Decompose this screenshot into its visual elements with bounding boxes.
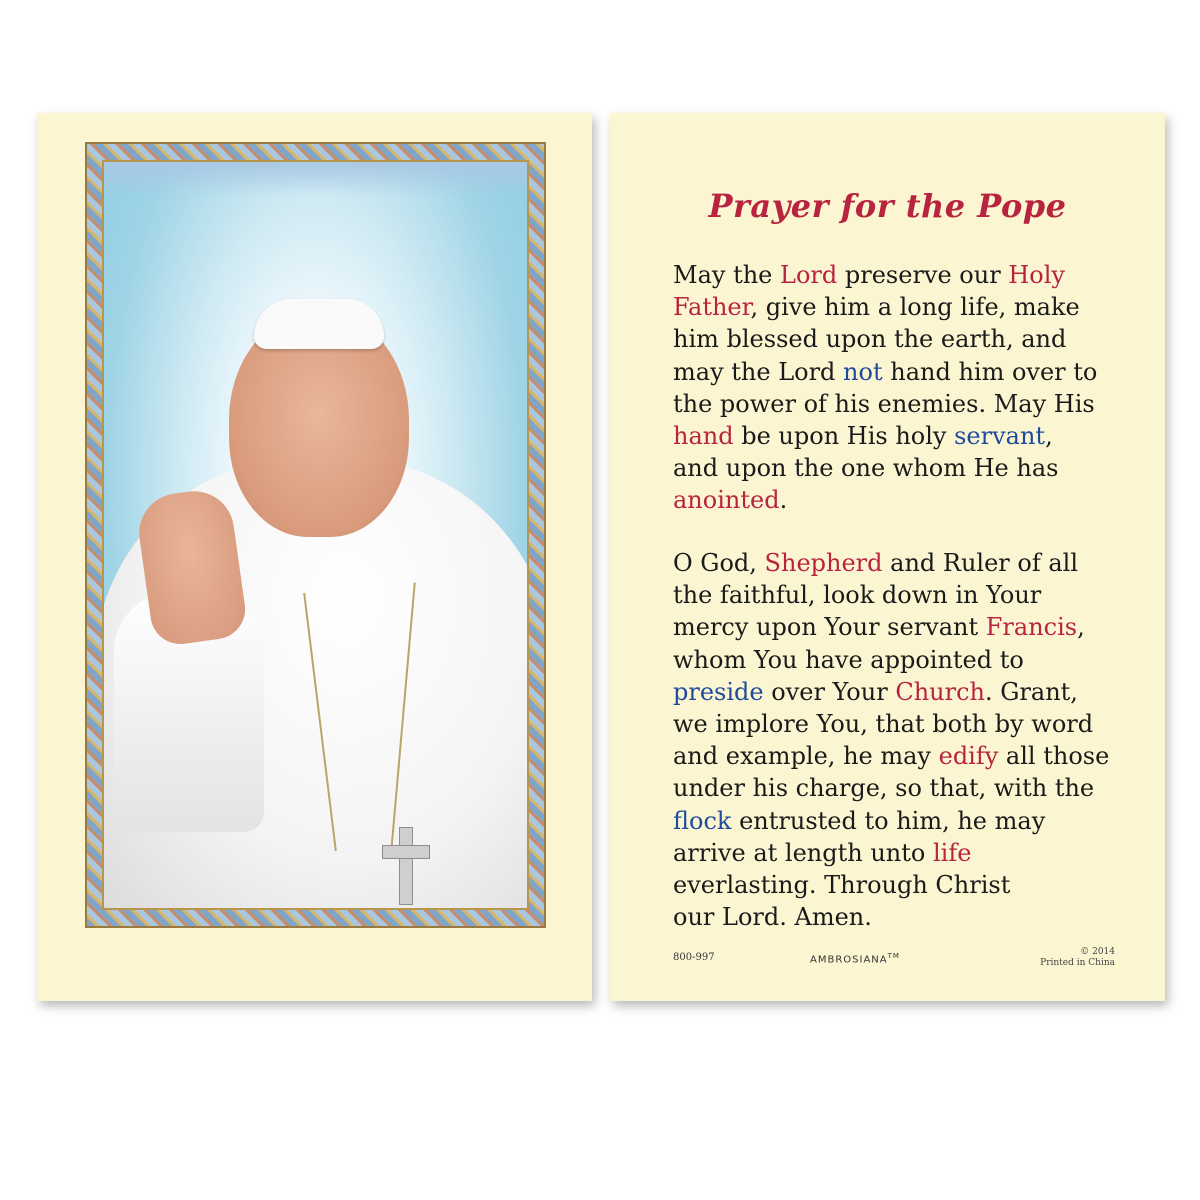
- prayer-text: May the: [673, 261, 781, 289]
- prayer-line: [673, 420, 1113, 452]
- highlighted-word: Francis: [985, 613, 1078, 642]
- prayer-text: ,: [1045, 422, 1053, 451]
- prayer-line: [673, 291, 1113, 323]
- prayer-paragraph-2: [673, 547, 1113, 933]
- prayer-line: [673, 676, 1113, 708]
- prayer-line: [673, 869, 1113, 901]
- highlighted-word: Holy: [1008, 261, 1065, 289]
- highlighted-word: servant: [954, 422, 1046, 451]
- highlighted-word: Lord: [780, 261, 838, 289]
- prayer-line: [673, 708, 1113, 740]
- prayer-text: and Ruler of all: [882, 549, 1079, 577]
- prayer-line: [673, 388, 1113, 420]
- prayer-line: [673, 484, 1113, 516]
- prayer-text: all those: [998, 742, 1110, 771]
- prayer-text: . Grant,: [984, 677, 1078, 706]
- prayer-line: [673, 323, 1113, 355]
- prayer-line: [673, 547, 1113, 579]
- prayer-title: Prayer for the Pope: [708, 187, 1067, 225]
- brand-name: [810, 952, 900, 965]
- prayer-line: [673, 837, 1113, 869]
- ornate-border-frame: [85, 142, 546, 928]
- product-code: 800-997: [673, 952, 715, 963]
- copyright-year: © 2014: [1080, 947, 1115, 957]
- prayer-text: be upon His holy: [733, 422, 955, 451]
- highlighted-word: flock: [673, 806, 732, 835]
- prayer-line: [673, 740, 1113, 772]
- prayer-text: O God,: [673, 549, 765, 577]
- prayer-text: we implore You, that both by word: [673, 710, 1094, 739]
- prayer-line: [673, 772, 1113, 804]
- trademark-mark: TM: [887, 952, 900, 960]
- prayer-card-back: [610, 113, 1165, 1001]
- highlighted-word: anointed: [673, 486, 780, 515]
- portrait-image: [102, 160, 529, 910]
- copyright-notice: [1040, 947, 1115, 969]
- prayer-text: mercy upon Your servant: [673, 613, 986, 642]
- prayer-text: our Lord. Amen.: [673, 903, 872, 932]
- prayer-text: him blessed upon the earth, and: [673, 325, 1067, 354]
- prayer-text: the faithful, look down in Your: [673, 581, 1042, 610]
- highlighted-word: Father: [673, 293, 751, 322]
- highlighted-word: Church: [895, 677, 985, 706]
- prayer-text: the power of his enemies. May His: [673, 389, 1095, 418]
- highlighted-word: edify: [938, 742, 999, 771]
- prayer-text: over Your: [763, 677, 896, 706]
- prayer-text: and upon the one whom He has: [673, 454, 1059, 483]
- prayer-line: [673, 356, 1113, 388]
- prayer-line: [673, 259, 1113, 291]
- highlighted-word: hand: [673, 422, 734, 451]
- prayer-text: preserve our: [837, 261, 1009, 289]
- brand-text: AMBROSIANA: [810, 954, 888, 966]
- prayer-line: [673, 805, 1113, 837]
- prayer-text: ,: [1077, 613, 1085, 642]
- prayer-text: .: [779, 486, 788, 515]
- pectoral-cross-icon: [382, 827, 428, 903]
- prayer-line: [673, 611, 1113, 643]
- prayer-text: everlasting. Through Christ: [673, 871, 1011, 900]
- prayer-text: under his charge, so that, with the: [673, 774, 1095, 803]
- prayer-text: entrusted to him, he may: [731, 806, 1046, 835]
- highlighted-word: preside: [673, 677, 764, 706]
- prayer-line: [673, 579, 1113, 611]
- printed-in: Printed in China: [1040, 958, 1115, 968]
- prayer-text: arrive at length unto: [673, 838, 933, 867]
- prayer-line: [673, 452, 1113, 484]
- prayer-text: whom You have appointed to: [673, 645, 1024, 674]
- prayer-text: , give him a long life, make: [750, 293, 1080, 322]
- prayer-card-front: [37, 113, 592, 1001]
- ornament-top: [104, 162, 527, 196]
- highlighted-word: life: [932, 838, 972, 867]
- highlighted-word: Shepherd: [764, 549, 883, 577]
- prayer-text: may the Lord: [673, 357, 844, 386]
- highlighted-word: not: [843, 357, 883, 386]
- prayer-line: [673, 901, 1113, 933]
- prayer-text: hand him over to: [882, 357, 1098, 386]
- prayer-text: and example, he may: [673, 742, 939, 771]
- white-zucchetto: [254, 299, 384, 349]
- prayer-line: [673, 644, 1113, 676]
- prayer-paragraph-1: [673, 259, 1113, 517]
